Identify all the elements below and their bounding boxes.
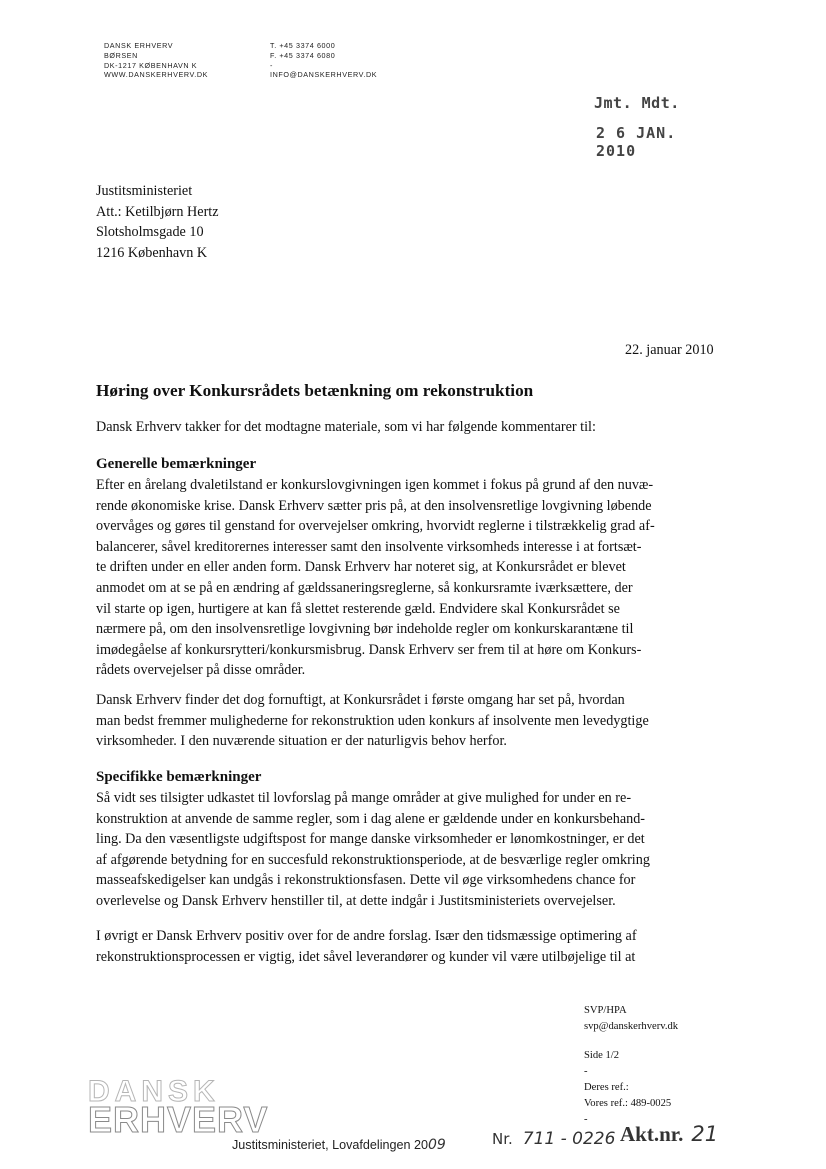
text-line: Så vidt ses tilsigter udkastet til lovforslag på mange områder at give mulighed for under en re-: [96, 790, 632, 806]
ministry-stamp: [232, 1137, 446, 1153]
reference-dash: -: [584, 1114, 588, 1125]
text-line: konstruktion at anvende de samme regler, som i dag alene er gældende under en konkursbehand-: [96, 810, 646, 827]
text-line: virksomheder. I den nuværende situation er der naturligvis behov herfor.: [96, 733, 507, 750]
text-line: rekonstruktionsprocessen er vigtig, idet såvel leverandører og kunder vil være utilbøjelige til at: [96, 948, 636, 965]
text-line: imødegåelse af konkursrytteri/konkursmisbrug. Dansk Erhverv ser frem til at høre om Konkurs-: [96, 641, 642, 658]
company-fax: F. +45 3374 6080: [270, 50, 336, 60]
stamp-date: 2 6 JAN. 2010: [596, 124, 677, 160]
nr-label: Nr.: [492, 1130, 513, 1148]
recipient-line: Att.: Ketilbjørn Hertz: [96, 203, 219, 220]
text-line: masseafskedigelser kan undgås i rekonstruktionsfasen. Dette vil øge virksomhedens chance for: [96, 872, 636, 889]
recipient-line: Justitsministeriet: [96, 183, 193, 199]
handwritten-year: 09: [428, 1137, 446, 1153]
letterhead-address: [104, 41, 208, 80]
company-building: BØRSEN: [104, 50, 138, 60]
akt-label: Akt.nr.: [620, 1122, 684, 1146]
handwritten-case-number: 711 - 0226: [522, 1129, 616, 1149]
received-stamp: [594, 94, 704, 160]
sender-email: svp@danskerhverv.dk: [584, 1021, 679, 1032]
vores-ref: Vores ref.: 489-0025: [584, 1098, 672, 1109]
company-postal: DK-1217 KØBENHAVN K: [104, 60, 198, 70]
logo-line-dansk: DANSK: [88, 1075, 220, 1108]
text-line: overvåges og gøres til genstand for overvejelser omkring, hvorvidt reglerne i tilstrækkelig grad af-: [96, 518, 655, 535]
document-number: [620, 1122, 718, 1147]
text-line: vil starte op igen, hurtigere at kan få slettet resterende gæld. Endvidere skal Konkursrådet se: [96, 600, 620, 617]
text-line: ling. Da den væsentligste udgiftspost for mange danske virksomheder er lønomkostninger, er det: [96, 831, 645, 848]
text-line: overlevelse og Dansk Erhverv henstiller til, at dette indgår i Justitsministeriets overvejelser.: [96, 892, 616, 909]
intro-line: Dansk Erhverv takker for det modtagne materiale, som vi har følgende kommentarer til:: [96, 419, 596, 435]
text-line: te driften under en eller anden form. Dansk Erhverv har noteret sig, at Konkursrådet er blevet: [96, 559, 626, 576]
text-line: rådets overvejelser på disse områder.: [96, 662, 306, 679]
paragraph-rekonstruktion: [96, 690, 732, 752]
page-reference-block: [584, 1048, 671, 1128]
contact-dash: -: [270, 60, 273, 70]
text-line: af afgørende betydning for en succesfuld rekonstruktionsperiode, at de besværlige regler omkring: [96, 851, 650, 868]
section-heading-specific: Specifikke bemærkninger: [96, 769, 262, 785]
company-name: DANSK ERHVERV: [104, 41, 174, 50]
stamp-label: Jmt. Mdt.: [594, 94, 680, 112]
deres-ref: Deres ref.:: [584, 1082, 629, 1093]
letter-date: 22. januar 2010: [625, 342, 714, 358]
recipient-address: [96, 181, 219, 263]
sender-initials: SVP/HPA: [584, 1005, 627, 1016]
journal-number: [492, 1129, 615, 1149]
text-line: I øvrigt er Dansk Erhverv positiv over for de andre forslag. Især den tidsmæssige optimering af: [96, 928, 637, 944]
recipient-line: Slotsholmsgade 10: [96, 224, 204, 240]
text-line: Dansk Erhverv finder det dog fornuftigt, at Konkursrådet i første omgang har set på, hvordan: [96, 692, 625, 708]
text-line: rende økonomiske krise. Dansk Erhverv sætter pris på, at den insolvensretlige lovgivning løbende: [96, 497, 652, 514]
company-email: INFO@DANSKERHVERV.DK: [270, 70, 378, 80]
paragraph-other-proposals: [96, 926, 732, 967]
section-heading-general: Generelle bemærkninger: [96, 456, 257, 472]
handwritten-akt-number: 21: [691, 1122, 719, 1146]
text-line: anmodet om at se på en ændring af gældssaneringsreglerne, så konkursramte iværksættere, der: [96, 579, 633, 596]
letter-title: Høring over Konkursrådets betænkning om rekonstruktion: [96, 381, 534, 400]
company-phone: T. +45 3374 6000: [270, 41, 336, 50]
ministry-stamp-text: Justitsministeriet, Lovafdelingen 20: [232, 1138, 429, 1152]
page-number: Side 1/2: [584, 1050, 620, 1061]
specific-paragraph: [96, 788, 732, 912]
text-line: man bedst fremmer mulighederne for rekonstruktion uden konkurs af insolvente men levedygtige: [96, 712, 649, 729]
logo-line-erhverv: ERHVERV: [88, 1099, 269, 1140]
letterhead-contact: [270, 41, 377, 80]
intro-paragraph: [96, 417, 732, 438]
text-line: Efter en årelang dvaletilstand er konkurslovgivningen igen kommet i fokus på grund af den nuvæ-: [96, 477, 654, 493]
text-line: balancerer, såvel kreditorernes interesser samt den insolvente virksomheds interesse i at fortsæt-: [96, 538, 642, 555]
company-website: WWW.DANSKERHVERV.DK: [104, 70, 209, 80]
recipient-line: 1216 København K: [96, 244, 208, 261]
text-line: nærmere på, om den insolvensretlige lovgivning bør indeholde regler om konkurskarantæne til: [96, 621, 634, 638]
company-logo: [88, 1075, 269, 1140]
reference-dash: -: [584, 1066, 588, 1077]
reference-block: [584, 1003, 678, 1035]
general-paragraph: [96, 475, 732, 681]
